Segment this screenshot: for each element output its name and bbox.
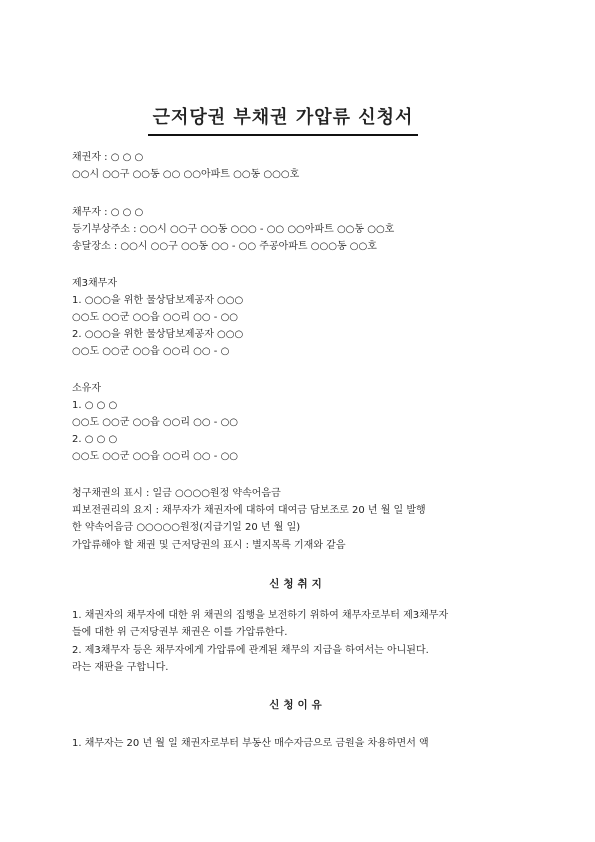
creditor-label: 채권자 : ○ ○ ○ [72, 152, 144, 163]
third-debtor-line: ○○도 ○○군 ○○읍 ○○리 ○○ - ○ [72, 346, 230, 357]
debtor-label: 채무자 : ○ ○ ○ [72, 207, 144, 218]
third-debtor-line: 2. ○○○을 위한 물상담보제공자 ○○○ [72, 329, 244, 340]
purpose-line: 들에 대한 위 근저당권부 채권은 이를 가압류한다. [72, 627, 288, 638]
third-debtor-label: 제3채무자 [72, 278, 118, 289]
owner-line: ○○도 ○○군 ○○읍 ○○리 ○○ - ○○ [72, 451, 239, 462]
creditor-address: ○○시 ○○구 ○○동 ○○ ○○아파트 ○○동 ○○○호 [72, 169, 300, 180]
claim-summary-cont: 한 약속어음금 ○○○○○원정(지급기일 20 년 월 일) [72, 522, 301, 533]
document-title: 근저당권 부채권 가압류 신청서 [148, 103, 418, 136]
purpose-line: 1. 채권자의 채무자에 대한 위 채권의 집행을 보전하기 위하여 채무자로부터 제3채무자 [72, 610, 449, 621]
reason-heading: 신청이유 [269, 699, 326, 711]
debtor-delivery-address: 송달장소 : ○○시 ○○구 ○○동 ○○ - ○○ 주공아파트 ○○○동 ○○호 [72, 241, 377, 252]
owner-line: ○○도 ○○군 ○○읍 ○○리 ○○ - ○○ [72, 417, 239, 428]
debtor-registered-address: 등기부상주소 : ○○시 ○○구 ○○동 ○○○ - ○○ ○○아파트 ○○동 ○○호 [72, 224, 395, 235]
owner-label: 소유자 [72, 383, 101, 394]
claim-amount: 청구채권의 표시 : 일금 ○○○○원정 약속어음금 [72, 488, 281, 499]
owner-line: 1. ○ ○ ○ [72, 400, 118, 411]
owner-line: 2. ○ ○ ○ [72, 434, 118, 445]
third-debtor-line: ○○도 ○○군 ○○읍 ○○리 ○○ - ○○ [72, 312, 239, 323]
claim-summary: 피보전권리의 요지 : 채무자가 채권자에 대하여 대여금 담보조로 20 년 월 일 발행 [72, 505, 426, 516]
purpose-line: 라는 재판을 구합니다. [72, 662, 169, 673]
purpose-line: 2. 제3채무자 등은 채무자에게 가압류에 관계된 채무의 지급을 하여서는 아니된다. [72, 645, 429, 656]
purpose-heading: 신청취지 [269, 578, 326, 590]
claim-seizure-target: 가압류해야 할 채권 및 근저당권의 표시 : 별지목록 기재와 같음 [72, 540, 346, 551]
reason-line: 1. 채무자는 20 년 월 일 채권자로부터 부동산 매수자금으로 금원을 차용하면서 액 [72, 738, 429, 749]
third-debtor-line: 1. ○○○을 위한 물상담보제공자 ○○○ [72, 295, 244, 306]
